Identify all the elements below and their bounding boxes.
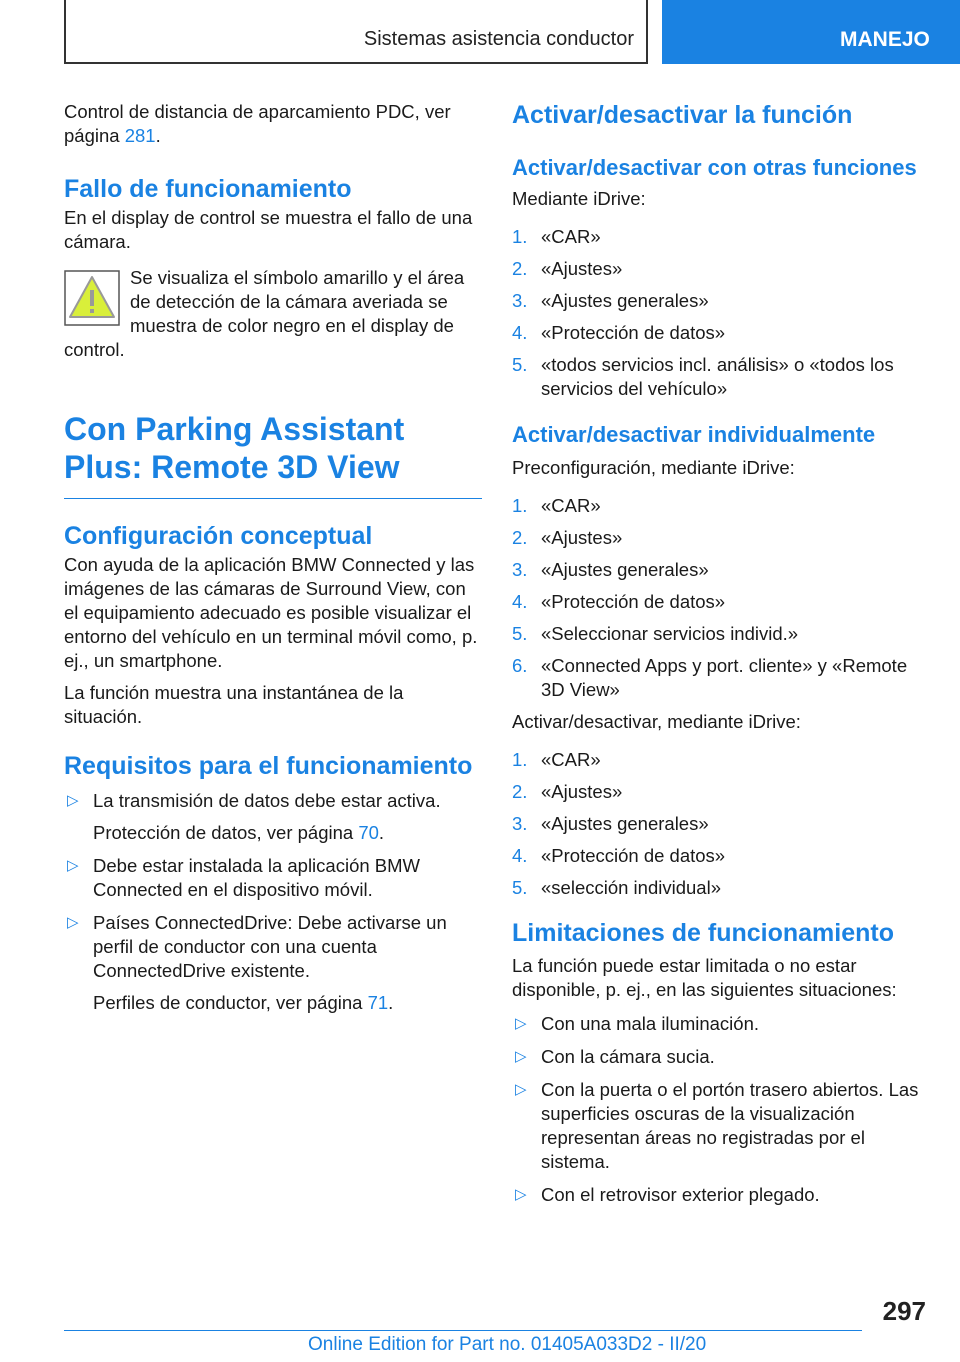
- list-item: [512, 622, 932, 646]
- requirement-sub-text: Protección de datos, ver página: [93, 822, 359, 843]
- individual-intro2: Activar/desactivar, mediante iDrive:: [512, 711, 801, 732]
- step-text: «Ajustes»: [541, 527, 623, 548]
- limit-text: Con el retrovisor exterior plegado.: [541, 1184, 820, 1205]
- list-item: [512, 876, 932, 900]
- triangle-bullet-icon: ▷: [67, 857, 79, 874]
- list-item: [512, 257, 932, 281]
- step-number: 3.: [512, 813, 528, 834]
- triangle-bullet-icon: ▷: [515, 1048, 527, 1065]
- intro-paragraph: Control de distancia de aparcamiento PDC, ver página 281.: [64, 101, 451, 146]
- page-link-71[interactable]: 71: [367, 992, 389, 1013]
- requirement-text: La transmisión de datos debe estar activa.: [93, 790, 441, 811]
- step-text: «Seleccionar servicios individ.»: [541, 623, 799, 644]
- step-number: 4.: [512, 322, 528, 343]
- step-text: «Protección de datos»: [541, 322, 726, 343]
- step-number: 5.: [512, 877, 528, 898]
- requirement-text: Debe estar instalada la aplicación BMW Connected en el dispositivo móvil.: [93, 855, 420, 900]
- warning-triangle-icon: [64, 270, 120, 326]
- chapter-tab-label: MANEJO: [840, 28, 930, 51]
- triangle-bullet-icon: ▷: [515, 1186, 527, 1203]
- limit-text: Con la cámara sucia.: [541, 1046, 715, 1067]
- list-item: [512, 1045, 932, 1069]
- limit-text: Con una mala iluminación.: [541, 1013, 760, 1034]
- step-text: «selección individual»: [541, 877, 721, 898]
- limits-heading: Limitaciones de funcionamiento: [512, 919, 894, 947]
- concept-p2: La función muestra una instantánea de la situación.: [64, 682, 404, 727]
- step-number: 5.: [512, 354, 528, 375]
- list-item: [512, 1012, 932, 1036]
- list-item: [512, 558, 932, 582]
- step-number: 1.: [512, 226, 528, 247]
- requirement-text: Países ConnectedDrive: Debe activarse un perfil de conductor con una cuenta ConnectedDrive existente.: [93, 912, 447, 981]
- step-text: «Protección de datos»: [541, 591, 726, 612]
- list-item: [64, 854, 482, 902]
- page-link-281[interactable]: 281: [124, 125, 156, 146]
- requirement-sub: Protección de datos, ver página 70.: [93, 822, 385, 843]
- requirements-heading: Requisitos para el funcionamiento: [64, 752, 473, 780]
- list-item: [512, 526, 932, 550]
- step-number: 1.: [512, 495, 528, 516]
- list-item: [512, 590, 932, 614]
- requirement-sub-text: Perfiles de conductor, ver página: [93, 992, 368, 1013]
- step-number: 3.: [512, 559, 528, 580]
- triangle-bullet-icon: ▷: [515, 1015, 527, 1032]
- step-number: 4.: [512, 845, 528, 866]
- header-section-box: [64, 0, 648, 64]
- step-number: 2.: [512, 781, 528, 802]
- list-item: [512, 748, 932, 772]
- step-text: «Ajustes generales»: [541, 813, 709, 834]
- list-item: [64, 911, 482, 1015]
- triangle-bullet-icon: ▷: [67, 792, 79, 809]
- intro-text: Control de distancia de aparcamiento PDC, ver página: [64, 101, 451, 146]
- step-text: «Ajustes»: [541, 781, 623, 802]
- list-item: [64, 789, 482, 845]
- step-number: 6.: [512, 655, 528, 676]
- individual-steps: [512, 494, 932, 702]
- limit-text: Con la puerta o el portón trasero abiertos. Las superficies oscuras de la visualización representan áreas no registradas por el sistema.: [541, 1079, 919, 1172]
- step-text: «Ajustes generales»: [541, 290, 709, 311]
- warning-tail: control.: [64, 339, 125, 360]
- fail-heading: Fallo de funcionamiento: [64, 175, 352, 203]
- heading-rule: [64, 498, 482, 499]
- list-item: [512, 844, 932, 868]
- list-item: [512, 812, 932, 836]
- step-text: «Connected Apps y port. cliente» y «Remote 3D View»: [541, 655, 908, 700]
- list-item: [512, 225, 932, 249]
- step-text: «CAR»: [541, 226, 601, 247]
- step-text: «CAR»: [541, 495, 601, 516]
- individual-intro: Preconfiguración, mediante iDrive:: [512, 457, 795, 478]
- warning-text: Se visualiza el símbolo amarillo y el área de detección de la cámara averiada se muestra de color negro en el display de: [130, 267, 465, 336]
- fail-text: En el display de control se muestra el fallo de una cámara.: [64, 207, 473, 252]
- list-item: [512, 353, 932, 401]
- footer-rule: [64, 1330, 862, 1331]
- individual-steps2: [512, 748, 932, 900]
- list-item: [512, 321, 932, 345]
- right-column: [512, 100, 932, 1216]
- limits-list: [512, 1012, 932, 1207]
- step-number: 4.: [512, 591, 528, 612]
- warning-block: [64, 266, 482, 362]
- other-steps: [512, 225, 932, 401]
- left-column: [64, 100, 482, 1024]
- limits-intro: La función puede estar limitada o no estar disponible, p. ej., en las siguientes situaciones:: [512, 955, 897, 1000]
- concept-p1: Con ayuda de la aplicación BMW Connected y las imágenes de las cámaras de Surround View, con el equipamiento adecuado es posible visualizar el entorno del vehículo en un terminal móvil como, p. ej., un smartphone.: [64, 554, 478, 671]
- list-item: [512, 654, 932, 702]
- triangle-bullet-icon: ▷: [515, 1081, 527, 1098]
- step-number: 3.: [512, 290, 528, 311]
- step-text: «CAR»: [541, 749, 601, 770]
- list-item: [512, 1078, 932, 1174]
- page-link-70[interactable]: 70: [358, 822, 379, 843]
- list-item: [512, 780, 932, 804]
- other-intro: Mediante iDrive:: [512, 188, 646, 209]
- step-text: «todos servicios incl. análisis» o «todos los servicios del vehículo»: [541, 354, 894, 399]
- concept-heading: Configuración conceptual: [64, 522, 373, 550]
- list-item: [512, 289, 932, 313]
- chapter-tab[interactable]: [662, 0, 960, 64]
- step-number: 2.: [512, 527, 528, 548]
- requirements-list: [64, 789, 482, 1015]
- requirement-sub: Perfiles de conductor, ver página 71.: [93, 992, 394, 1013]
- footer-edition: Online Edition for Part no. 01405A033D2 - II/20: [308, 1334, 707, 1355]
- section-title: Sistemas asistencia conductor: [363, 28, 634, 50]
- step-number: 2.: [512, 258, 528, 279]
- triangle-bullet-icon: ▷: [67, 914, 79, 931]
- page-number: 297: [882, 1296, 926, 1326]
- step-text: «Ajustes»: [541, 258, 623, 279]
- individual-heading: Activar/desactivar individualmente: [512, 422, 876, 447]
- activate-heading: Activar/desactivar la función: [512, 101, 853, 129]
- step-text: «Protección de datos»: [541, 845, 726, 866]
- step-text: «Ajustes generales»: [541, 559, 709, 580]
- list-item: [512, 1183, 932, 1207]
- step-number: 5.: [512, 623, 528, 644]
- main-heading: Con Parking Assistant Plus: Remote 3D View: [64, 411, 405, 485]
- step-number: 1.: [512, 749, 528, 770]
- list-item: [512, 494, 932, 518]
- other-functions-heading: Activar/desactivar con otras funciones: [512, 155, 917, 180]
